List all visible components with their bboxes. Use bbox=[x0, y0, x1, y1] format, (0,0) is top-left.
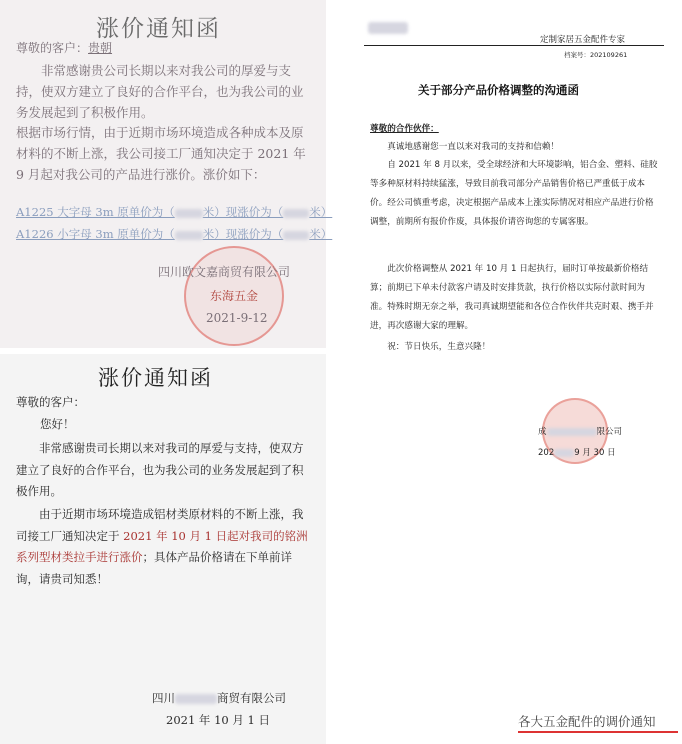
letterhead-rule bbox=[364, 45, 664, 46]
price-line: A1225 大字母 3m 原单价为（ 米）现涨价为（ 米） bbox=[16, 205, 333, 219]
notice-paragraph: 非常感谢贵公司长期以来对我公司的厚爱与支持，使双方建立了良好的合作平台，也为我公司的业务发展起到了积极作用。 bbox=[16, 63, 304, 120]
greeting: 尊敬的合作伙伴： bbox=[370, 124, 439, 134]
blurred-price bbox=[283, 231, 309, 240]
blurred-logo bbox=[368, 22, 408, 34]
price-line: A1226 小字母 3m 原单价为（ 米）现涨价为（ 米） bbox=[16, 227, 333, 241]
company-name: 成 限公司 bbox=[538, 427, 623, 437]
letter-paragraph: 真诚地感谢您一直以来对我司的支持和信赖！ bbox=[387, 142, 560, 152]
notice-date: 2021-9-12 bbox=[206, 311, 268, 325]
letter-paragraph: 此次价格调整从 2021 年 10 月 1 日起执行，届时订单按最新价格结算；前期已下单未付款客户请及时安排货款，执行价格以实际付款时间为准。特殊时期无奈之举，我司真诚期望能和各位合作伙伴共克时艰、携手并进，再次感谢大家的理解。 bbox=[370, 264, 654, 331]
letter-date: 202 9 月 30 日 bbox=[538, 448, 616, 458]
blurred-price bbox=[175, 231, 203, 240]
signature: 东海五金 bbox=[210, 289, 259, 303]
blurred-price bbox=[175, 209, 203, 218]
letter-paragraph: 自 2021 年 8 月以来，受全球经济和大环境影响，铝合金、塑料、硅胶等多种原材料持续猛涨，导致目前我司部分产品销售价格已严重低于成本价。经公司慎重考虑，决定根据产品成本上涨实际情况对相应产品进行价格调整，前期所有报价作废，具体报价请咨询您的专属客服。 bbox=[370, 160, 658, 227]
blurred-text bbox=[554, 449, 574, 457]
company-name: 四川欧文嘉商贸有限公司 bbox=[158, 265, 291, 279]
notice-paragraph: 非常感谢贵司长期以来对我司的厚爱与支持，使双方建立了良好的合作平台，也为我公司的业务发展起到了积极作用。 bbox=[16, 441, 304, 498]
image-caption: 各大五金配件的调价通知 bbox=[518, 714, 656, 729]
notice-title: 涨价通知函 bbox=[96, 16, 221, 42]
blurred-text bbox=[175, 694, 217, 704]
blurred-price bbox=[283, 209, 309, 218]
notice-letter-2 bbox=[342, 0, 682, 470]
notice-print-3 bbox=[0, 354, 326, 744]
company-name: 四川 商贸有限公司 bbox=[152, 691, 286, 705]
notice-title: 涨价通知函 bbox=[98, 366, 213, 390]
letter-paragraph: 祝：节日快乐，生意兴隆！ bbox=[387, 342, 491, 352]
salutation: 尊敬的客户：贵朝 bbox=[16, 41, 113, 55]
greeting: 您好！ bbox=[40, 417, 75, 431]
notice-date: 2021 年 10 月 1 日 bbox=[166, 713, 270, 727]
salutation: 尊敬的客户： bbox=[16, 395, 85, 409]
highlighted-date: 2021 年 10 月 1 日起对我司的铭洲系列型材类拉手进行涨价 bbox=[16, 528, 308, 564]
letter-title: 关于部分产品价格调整的沟通函 bbox=[418, 83, 579, 97]
notice-paragraph: 由于近期市场环境造成铝材类原材料的不断上涨，我司接工厂通知决定于 2021 年 10 月 1 日起对我司的铭洲系列型材类拉手进行涨价；具体产品价格请在下单前详询，请贵司知悉！ bbox=[16, 507, 308, 586]
notice-photo-1 bbox=[0, 0, 333, 348]
notice-paragraph: 根据市场行情，由于近期市场环境造成各种成本及原材料的不断上涨，我公司接工厂通知决定于 2021 年 9 月起对我公司的产品进行涨价。涨价如下： bbox=[16, 125, 306, 182]
blurred-text bbox=[547, 428, 597, 436]
letterhead-slogan: 定制家居五金配件专家 bbox=[540, 35, 626, 45]
document-number: 档案号：202109261 bbox=[564, 51, 628, 59]
customer-name: 贵朝 bbox=[88, 41, 113, 55]
caption-underline bbox=[518, 731, 678, 733]
